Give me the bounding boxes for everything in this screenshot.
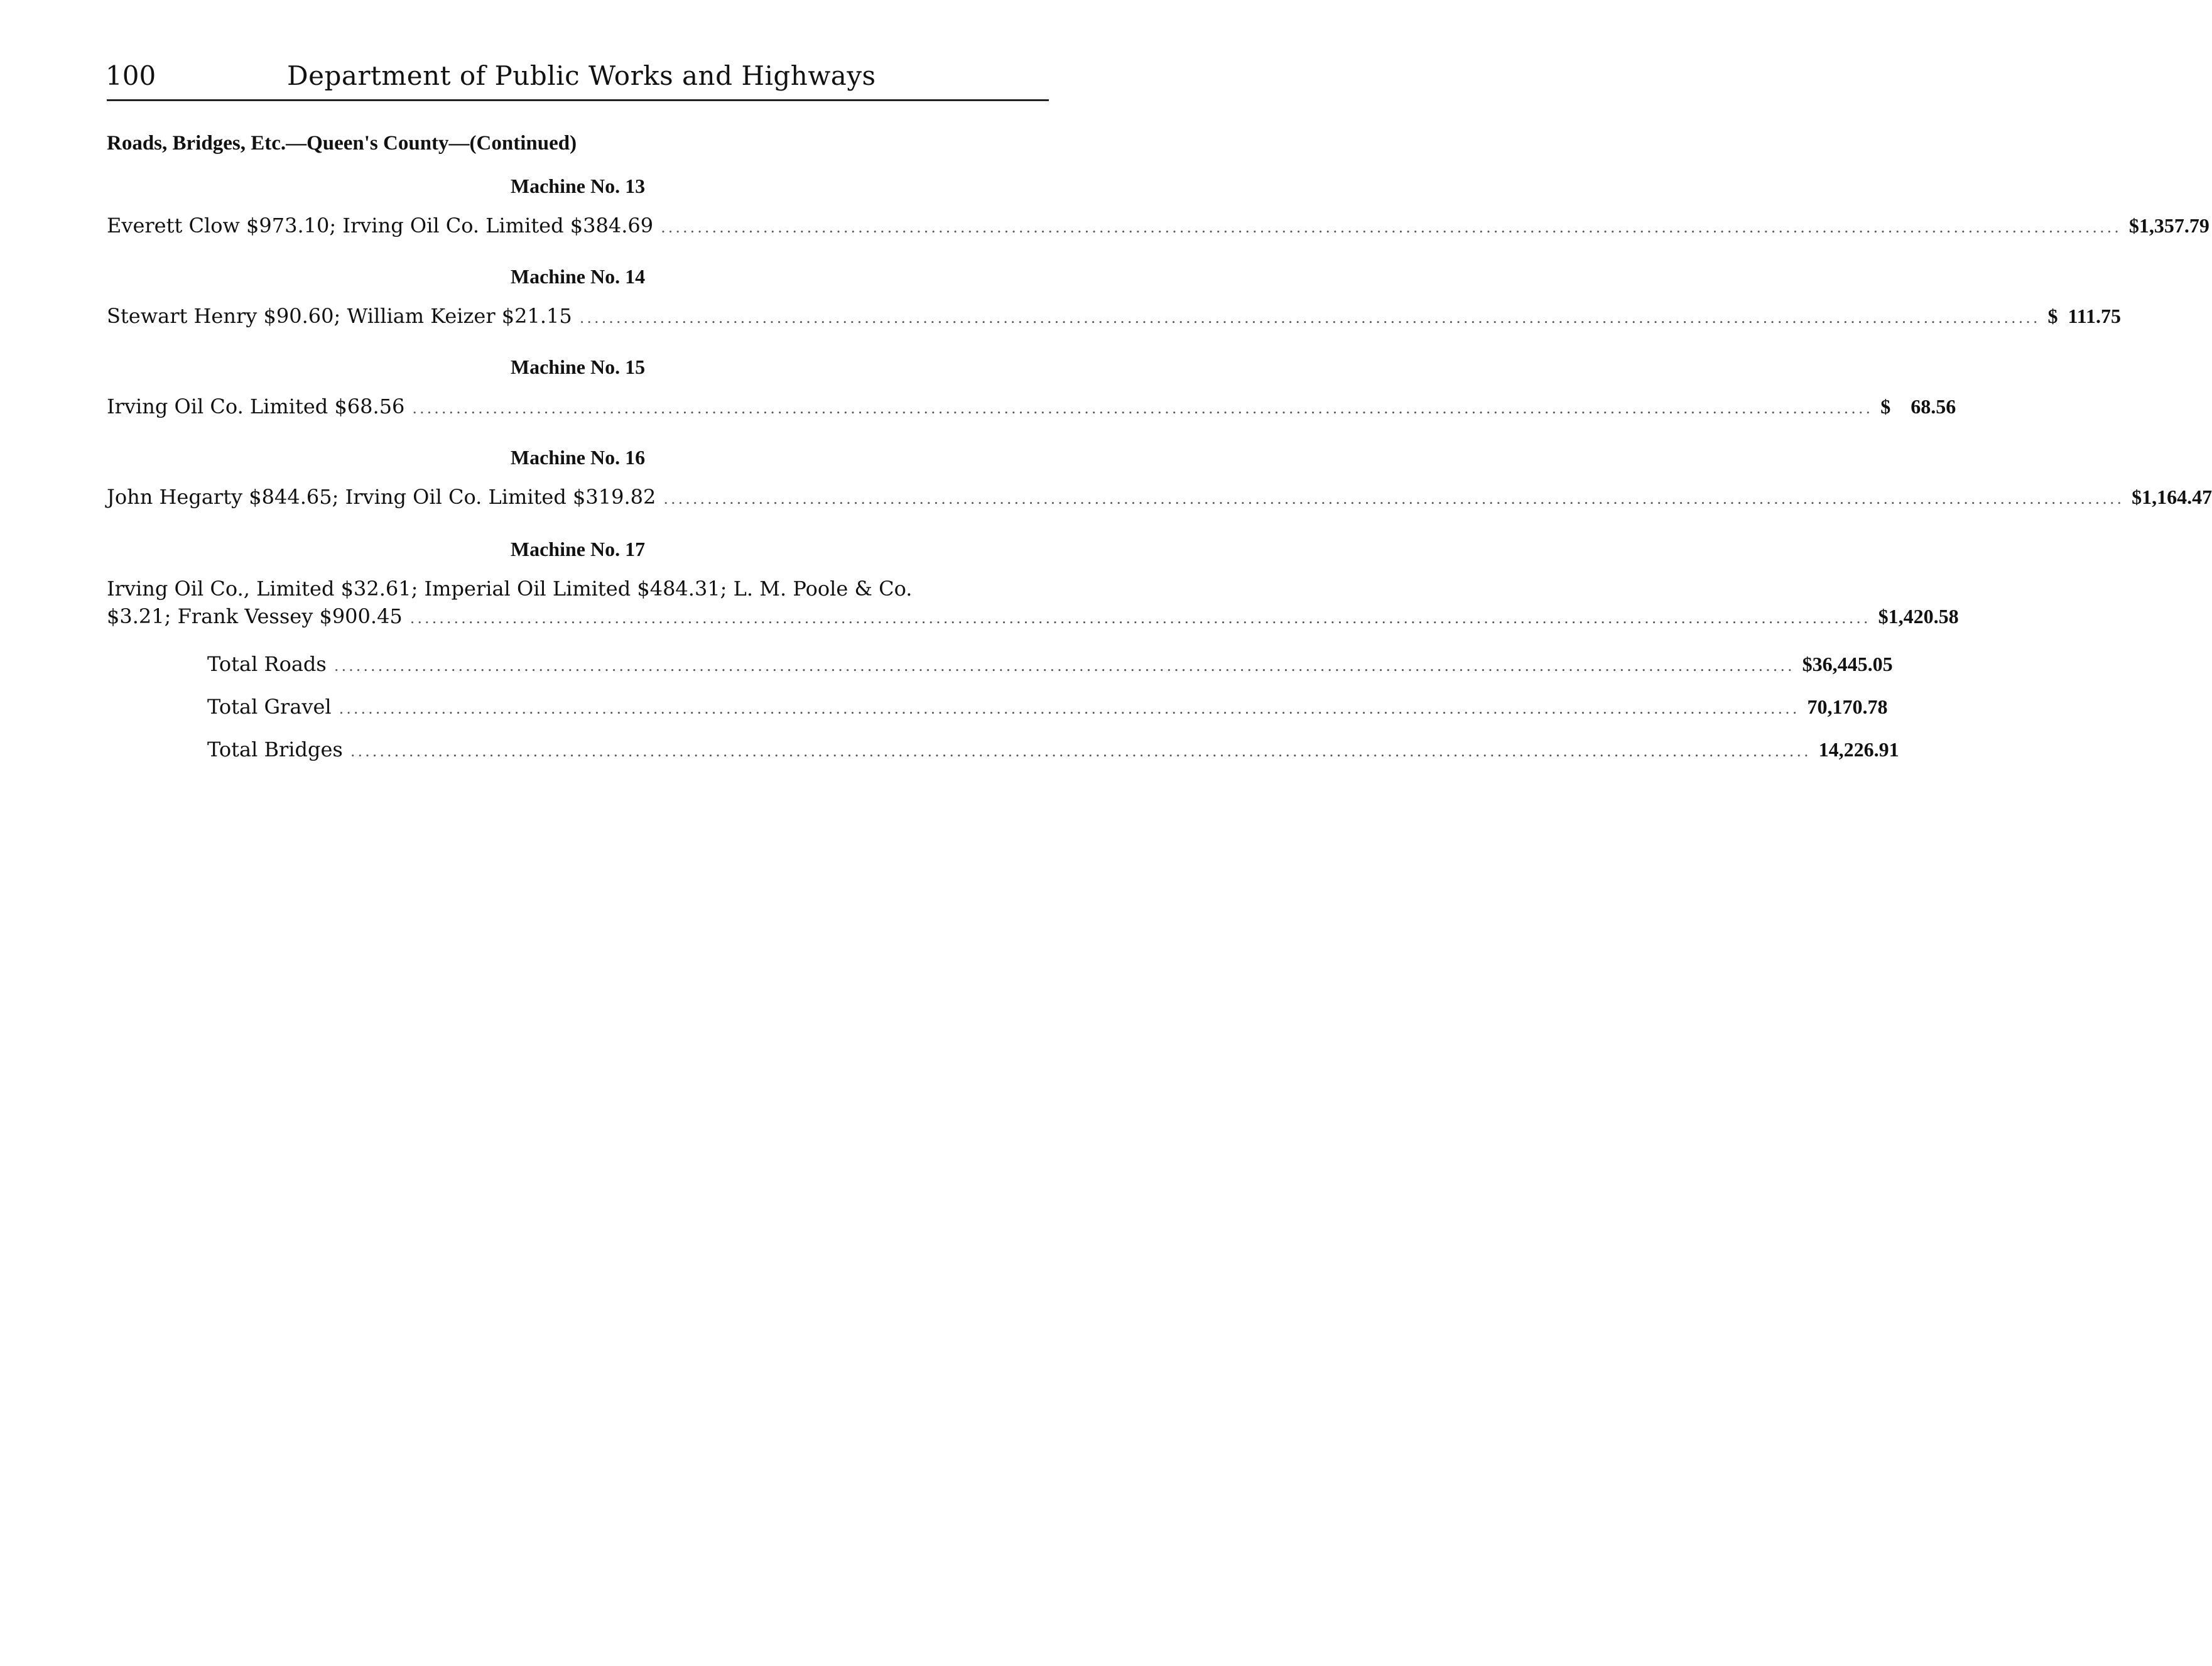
total-amount: $36,445.05 [1802, 653, 1893, 675]
dot-leader: ........................................................................................................................................................................................................ [409, 609, 1871, 627]
entry-text-line: Irving Oil Co., Limited $32.61; Imperial Oil Limited $484.31; L. M. Poole & Co. [107, 577, 913, 601]
running-title: Department of Public Works and Highways [287, 60, 876, 91]
ledger-entry [107, 214, 2209, 241]
dot-leader: ........................................................................................................................................................................................................ [579, 309, 2041, 327]
entry-amount: $ 68.56 [1880, 395, 1956, 418]
total-label: Total Bridges [207, 738, 343, 761]
page-header [100, 58, 1049, 98]
entry-line-with-amount [107, 604, 1959, 632]
total-row [207, 652, 1893, 680]
section-heading: Roads, Bridges, Etc.—Queen's County—(Continued) [107, 132, 577, 155]
entry-amount: $ 111.75 [2047, 305, 2121, 327]
machine-heading: Machine No. 17 [510, 538, 646, 560]
entry-amount: $1,357.79 [2128, 214, 2209, 237]
dot-leader: ........................................................................................................................................................................................................ [412, 400, 1873, 417]
ledger-entry [107, 304, 2121, 332]
entry-text: John Hegarty $844.65; Irving Oil Co. Limited $319.82 [107, 485, 656, 509]
entry-text-line: $3.21; Frank Vessey $900.45 [107, 604, 403, 628]
total-label: Total Roads [207, 652, 327, 676]
dot-leader: ........................................................................................................................................................................................................ [339, 700, 1800, 717]
dot-leader: ........................................................................................................................................................................................................ [350, 743, 1811, 760]
total-row [207, 738, 1899, 765]
dot-leader: ........................................................................................................................................................................................................ [333, 657, 1795, 675]
entry-amount: $1,420.58 [1878, 605, 1959, 628]
ledger-entry [107, 577, 1959, 632]
machine-heading: Machine No. 16 [510, 446, 646, 469]
ledger-entry [107, 485, 2212, 513]
dot-leader: ........................................................................................................................................................................................................ [661, 219, 2122, 236]
machine-heading: Machine No. 14 [510, 265, 646, 288]
total-amount: 70,170.78 [1807, 695, 1888, 718]
header-rule [107, 99, 1049, 101]
page-number: 100 [106, 60, 156, 91]
total-label: Total Gravel [207, 695, 332, 719]
ledger-entry [107, 395, 1956, 422]
machine-heading: Machine No. 13 [510, 175, 646, 197]
entry-text: Irving Oil Co. Limited $68.56 [107, 395, 405, 418]
entry-amount: $1,164.47 [2132, 486, 2212, 508]
total-row [207, 695, 1888, 722]
dot-leader: ........................................................................................................................................................................................................ [663, 490, 2125, 508]
entry-text: Everett Clow $973.10; Irving Oil Co. Limited $384.69 [107, 214, 654, 237]
entry-text: Stewart Henry $90.60; William Keizer $21.15 [107, 304, 572, 328]
total-amount: 14,226.91 [1818, 738, 1899, 761]
machine-heading: Machine No. 15 [510, 356, 646, 378]
